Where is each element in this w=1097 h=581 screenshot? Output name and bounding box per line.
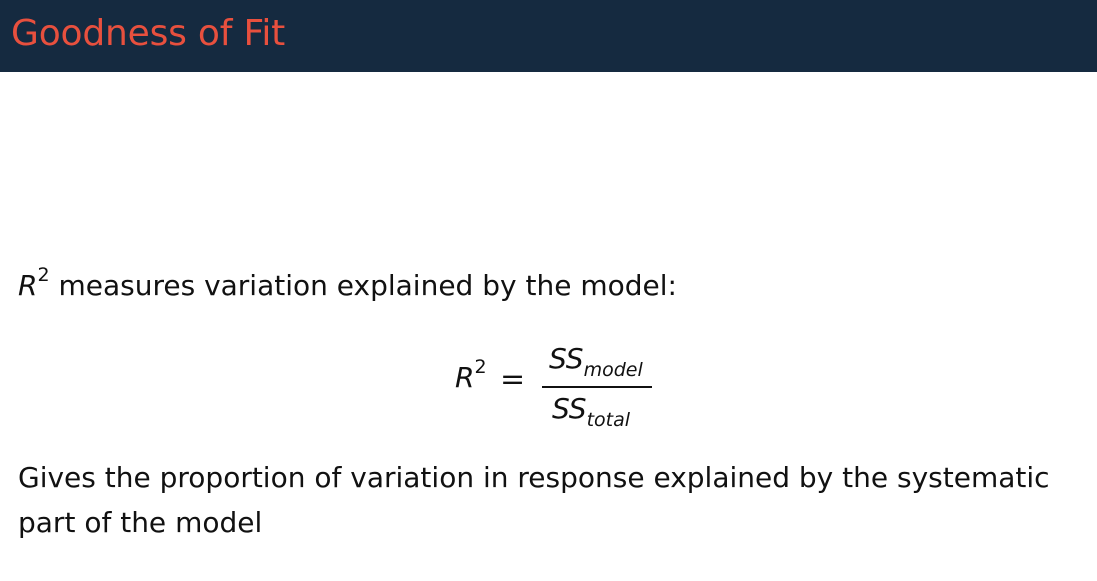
r-symbol: R [18,269,38,302]
fraction-denominator [552,391,631,431]
fraction-bar [542,386,652,388]
intro-text: measures variation explained by the model: [49,269,677,302]
denominator-symbol: SS [552,392,587,425]
formula-lhs [455,356,487,396]
fraction-numerator [549,341,643,381]
equals-sign: = [500,362,526,397]
r-exponent: 2 [37,264,50,286]
intro-line [18,264,677,304]
denominator-subscript: total [586,409,631,431]
header-bar [0,0,1097,72]
numerator-subscript: model [583,359,643,381]
formula-r-symbol: R [455,361,475,394]
formula-r-exponent: 2 [474,356,487,378]
numerator-symbol: SS [549,342,584,375]
slide-title: Goodness of Fit [11,13,286,54]
description-paragraph: Gives the proportion of variation in response explained by the systematic part of the model [18,461,1050,539]
